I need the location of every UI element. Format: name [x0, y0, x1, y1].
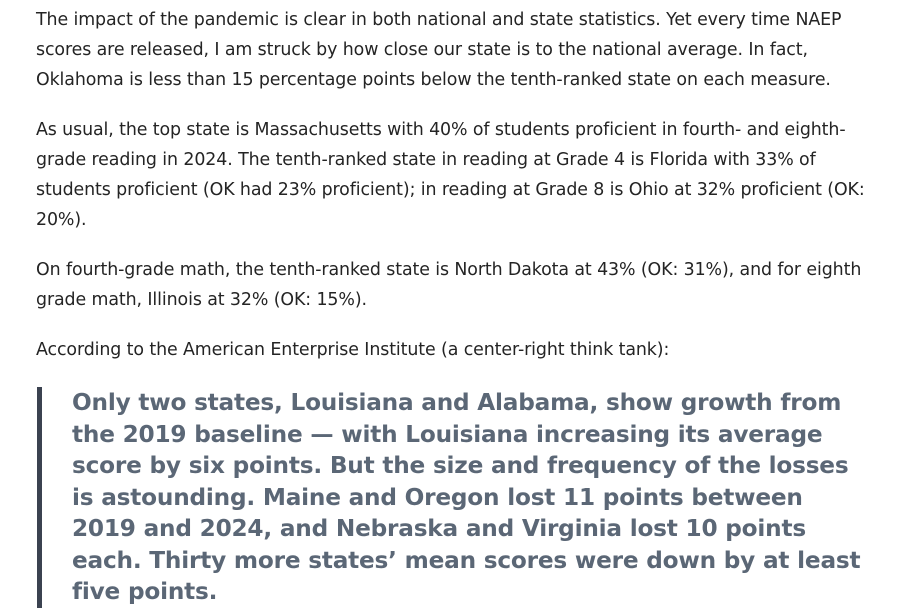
blockquote-aei — [37, 387, 872, 608]
paragraph-aei-intro: According to the American Enterprise Institute (a center-right think tank): — [36, 340, 670, 360]
paragraph-pandemic-impact: The impact of the pandemic is clear in both national and state statistics. Yet every time NAEP scores are released, I am struck by how close our state is to the national average. In fact, Oklahoma is less than 15 percentage points below the tenth-ranked state on each measure. — [36, 10, 842, 90]
blockquote-text: Only two states, Louisiana and Alabama, show growth from the 2019 baseline — with Louisiana increasing its average score by six points. But the size and frequency of the losses is astounding. Maine and Oregon lost 11 points between 2019 and 2024, and Nebraska and Virginia lost 10 points each. Thirty more states’ mean scores were down by at least five points. — [72, 389, 861, 605]
paragraph-reading-rankings: As usual, the top state is Massachusetts with 40% of students proficient in fourth- and eighth-grade reading in 2024. The tenth-ranked state in reading at Grade 4 is Florida with 33% of students proficient (OK had 23% proficient); in reading at Grade 8 is Ohio at 32% proficient (OK: 20%). — [36, 120, 865, 230]
paragraph-math-rankings: On fourth-grade math, the tenth-ranked state is North Dakota at 43% (OK: 31%), and for eighth grade math, Illinois at 32% (OK: 15%). — [36, 260, 862, 310]
